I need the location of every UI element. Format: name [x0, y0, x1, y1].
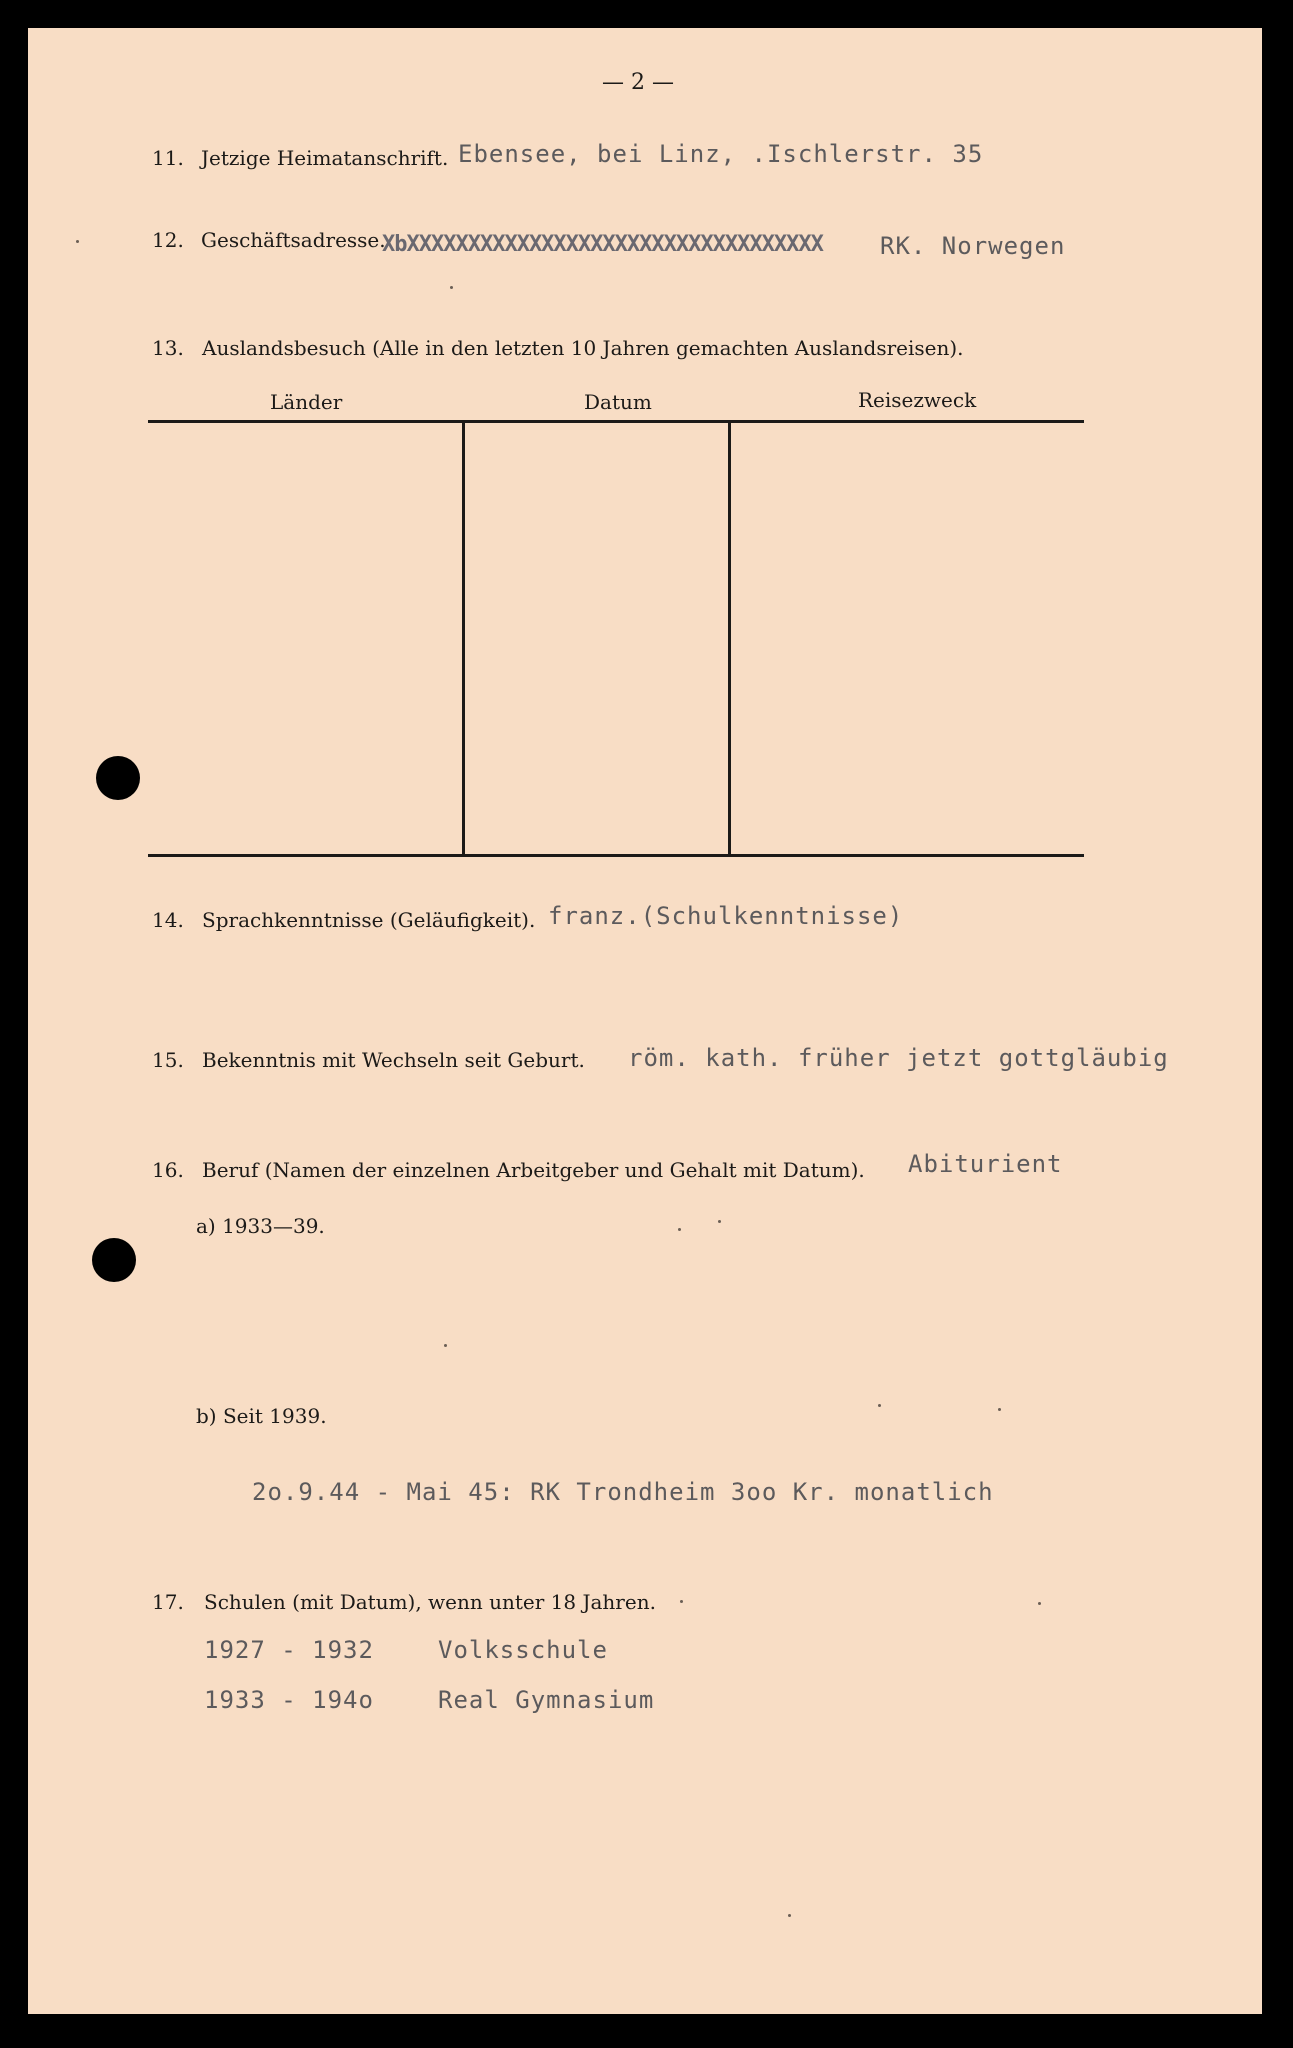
- paper-speck: [678, 1228, 681, 1231]
- item-16-number: 16.: [152, 1158, 184, 1182]
- paper-speck: [444, 1344, 447, 1347]
- table-bottom-rule: [148, 854, 1084, 857]
- item-15-value: röm. kath. früher jetzt gottgläubig: [628, 1044, 1169, 1072]
- punch-hole-lower: [92, 1238, 136, 1282]
- item-16-label: Beruf (Namen der einzelnen Arbeitgeber und Gehalt mit Datum).: [202, 1158, 865, 1182]
- table-divider-1: [462, 422, 465, 854]
- item-11-label: Jetzige Heimatanschrift.: [201, 146, 449, 170]
- item-16b-label: b) Seit 1939.: [196, 1404, 327, 1428]
- item-12-number: 12.: [152, 228, 184, 252]
- table-divider-2: [728, 422, 731, 854]
- item-17-number: 17.: [152, 1590, 184, 1614]
- paper-speck: [788, 1914, 791, 1917]
- item-13-label: Auslandsbesuch (Alle in den letzten 10 Jahren gemachten Auslandsreisen).: [202, 336, 964, 360]
- document-page: [28, 28, 1262, 2014]
- table-header-laender: Länder: [270, 390, 343, 414]
- item-16b-entry: 2o.9.44 - Mai 45: RK Trondheim 3oo Kr. monatlich: [252, 1478, 994, 1506]
- item-16a-label: a) 1933—39.: [196, 1214, 325, 1238]
- paper-speck: [450, 286, 453, 289]
- item-16-value: Abiturient: [908, 1150, 1063, 1178]
- item-14-number: 14.: [152, 908, 184, 932]
- page-number: — 2 —: [602, 70, 674, 95]
- item-13-number: 13.: [152, 336, 184, 360]
- school-1-years: 1927 - 1932: [204, 1636, 374, 1664]
- item-14-label: Sprachkenntnisse (Geläufigkeit).: [202, 908, 536, 932]
- item-11-value: Ebensee, bei Linz, .Ischlerstr. 35: [458, 140, 984, 168]
- table-header-datum: Datum: [584, 390, 652, 414]
- punch-hole-upper: [96, 756, 140, 800]
- table-top-rule: [148, 420, 1084, 423]
- paper-speck: [1038, 1602, 1041, 1605]
- item-11-number: 11.: [152, 146, 184, 170]
- paper-speck: [76, 240, 79, 243]
- school-1-name: Volksschule: [438, 1636, 608, 1664]
- school-2-name: Real Gymnasium: [438, 1686, 655, 1714]
- item-17-label: Schulen (mit Datum), wenn unter 18 Jahren.: [204, 1590, 656, 1614]
- paper-speck: [680, 1600, 683, 1603]
- item-15-label: Bekenntnis mit Wechseln seit Geburt.: [202, 1048, 585, 1072]
- paper-speck: [718, 1220, 721, 1223]
- item-12-label: Geschäftsadresse.: [201, 228, 386, 252]
- school-2-years: 1933 - 194o: [204, 1686, 374, 1714]
- item-15-number: 15.: [152, 1048, 184, 1072]
- table-header-reisezweck: Reisezweck: [858, 388, 977, 412]
- item-12-value: RK. Norwegen: [880, 232, 1066, 260]
- item-12-struck-address: XbXXXXXXXXXXXXXXXXXXXXXXXXXXXXXXXXXX: [382, 232, 823, 257]
- paper-speck: [998, 1408, 1001, 1411]
- item-14-value: franz.(Schulkenntnisse): [548, 902, 904, 930]
- paper-speck: [878, 1404, 881, 1407]
